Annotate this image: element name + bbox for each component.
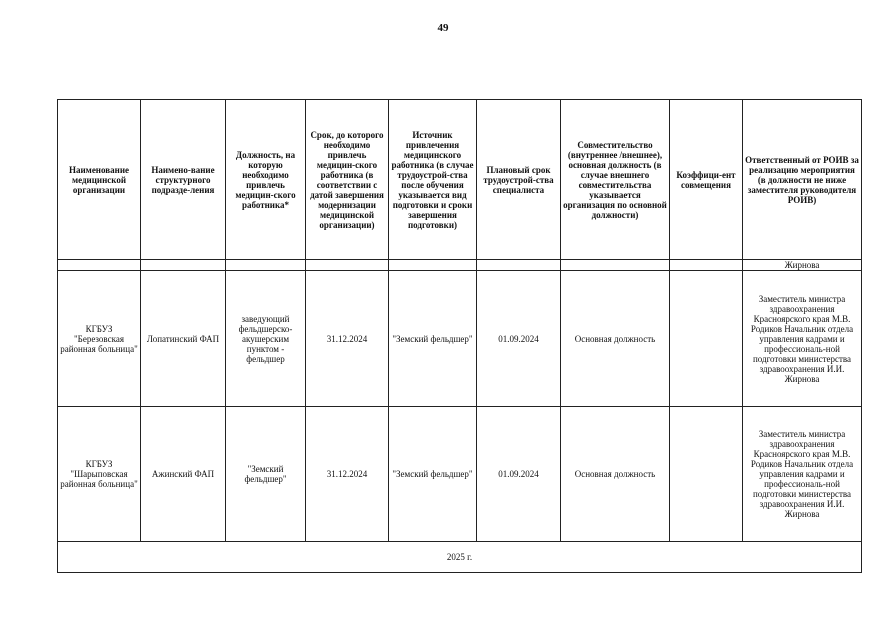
cell-organization: КГБУЗ "Березовская районная больница" (58, 271, 141, 407)
header-position: Должность, на которую необходимо привлечь медицин-ского работника* (226, 100, 306, 260)
header-source: Источник привлечения медицинского работника (в случае трудоустрой-ства после обучения указывается вид подготовки и сроки завершения подготовки) (389, 100, 477, 260)
header-planned-date: Плановый срок трудоустрой-ства специалиста (477, 100, 561, 260)
header-deadline: Срок, до которого необходимо привлечь медицин-ского работника (в соответствии с датой завершения модернизации медицинской организации) (306, 100, 389, 260)
header-responsible: Ответственный от РОИВ за реализацию мероприятия (в должности не ниже заместителя руководителя РОИВ) (743, 100, 862, 260)
table-row (58, 407, 862, 542)
cell-deadline: 31.12.2024 (306, 271, 389, 407)
staffing-table (57, 99, 862, 573)
table-row (58, 271, 862, 407)
cell-planned-date: 01.09.2024 (477, 271, 561, 407)
year-row (58, 542, 862, 573)
continuation-cell: Жирнова (743, 260, 862, 271)
cell-planned-date: 01.09.2024 (477, 407, 561, 542)
cell-responsible: Заместитель министра здравоохранения Красноярского края М.В. Родиков Начальник отдела управления кадрами и профессиональ-ной подготовки министерства здравоохранения И.И. Жирнова (743, 271, 862, 407)
cell-position: заведующий фельдшерско-акушерским пунктом - фельдшер (226, 271, 306, 407)
cell-source: "Земский фельдшер" (389, 407, 477, 542)
cell-position: "Земский фельдшер" (226, 407, 306, 542)
continuation-row (58, 260, 862, 271)
cell-source: "Земский фельдшер" (389, 271, 477, 407)
cell-combination: Основная должность (561, 271, 670, 407)
header-row (58, 100, 862, 260)
cell-unit: Лопатинский ФАП (141, 271, 226, 407)
cell-coefficient (670, 271, 743, 407)
year-cell: 2025 г. (58, 542, 862, 573)
cell-organization: КГБУЗ "Шарыповская районная больница" (58, 407, 141, 542)
cell-combination: Основная должность (561, 407, 670, 542)
header-coefficient: Коэффици-ент совмещения (670, 100, 743, 260)
cell-unit: Ажинский ФАП (141, 407, 226, 542)
cell-deadline: 31.12.2024 (306, 407, 389, 542)
header-combination: Совместительство (внутреннее /внешнее), основная должность (в случае внешнего совместительства указывается организация по основной должности) (561, 100, 670, 260)
cell-coefficient (670, 407, 743, 542)
cell-responsible: Заместитель министра здравоохранения Красноярского края М.В. Родиков Начальник отдела управления кадрами и профессиональ-ной подготовки министерства здравоохранения И.И. Жирнова (743, 407, 862, 542)
header-unit: Наимено-вание структурного подразде-ления (141, 100, 226, 260)
page-number: 49 (437, 22, 449, 34)
header-organization: Наименование медицинской организации (58, 100, 141, 260)
